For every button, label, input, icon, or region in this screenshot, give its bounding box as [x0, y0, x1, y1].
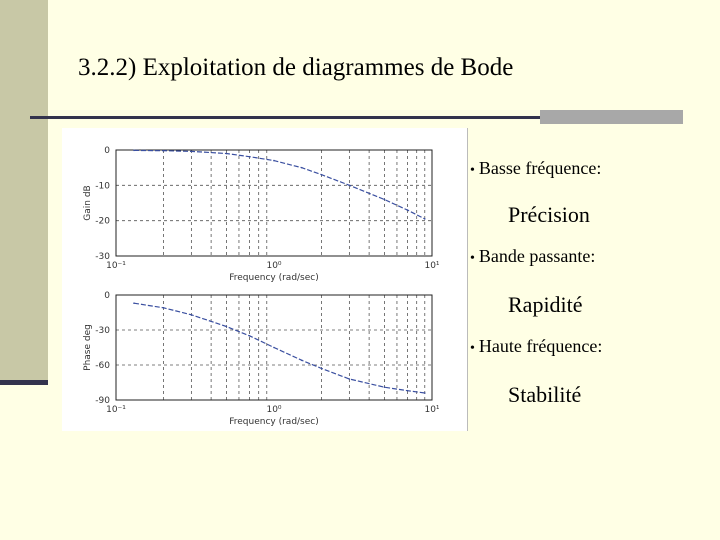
data-point — [273, 347, 275, 349]
series-line — [134, 303, 425, 393]
data-point — [163, 307, 165, 309]
x-tick-label: 10⁰ — [266, 261, 282, 271]
data-point — [133, 150, 135, 152]
y-axis-label: Gain dB — [83, 185, 93, 221]
y-tick-label: -90 — [95, 396, 110, 406]
slide-title: 3.2.2) Exploitation de diagrammes de Bode — [78, 54, 514, 81]
bullet-subtext: Rapidité — [508, 292, 583, 317]
bullet-subtext: Précision — [508, 202, 590, 227]
data-point — [249, 335, 251, 337]
bullet-item — [470, 158, 601, 179]
data-point — [407, 209, 409, 211]
data-point — [424, 392, 426, 394]
data-point — [301, 360, 303, 362]
bullet-dot: • — [470, 163, 475, 178]
x-tick-label: 10¹ — [424, 261, 440, 271]
bullet-subtext: Stabilité — [508, 382, 582, 407]
data-point — [384, 199, 386, 201]
data-point — [163, 150, 165, 152]
y-tick-label: -30 — [95, 252, 110, 262]
y-tick-label: 0 — [104, 146, 110, 156]
title-rule — [30, 116, 540, 119]
bullet-item — [470, 246, 595, 267]
bullet-dot: • — [470, 251, 475, 266]
y-tick-label: 0 — [104, 291, 110, 301]
x-tick-label: 10⁻¹ — [106, 261, 126, 271]
data-point — [191, 151, 193, 153]
data-point — [226, 153, 228, 155]
bullet-label: Haute fréquence: — [478, 336, 603, 356]
data-point — [384, 386, 386, 388]
y-tick-label: -20 — [95, 216, 110, 227]
data-point — [249, 156, 251, 158]
data-point — [226, 326, 228, 328]
y-tick-label: -60 — [95, 361, 110, 371]
data-point — [407, 390, 409, 392]
x-tick-label: 10⁰ — [266, 405, 282, 415]
bode-plots — [62, 128, 467, 431]
data-point — [301, 167, 303, 169]
x-axis-label: Frequency (rad/sec) — [229, 273, 319, 283]
bode-figure — [62, 128, 468, 431]
left-accent-bar — [0, 0, 48, 383]
title-rule-accent — [540, 110, 683, 124]
data-point — [191, 314, 193, 316]
data-point — [321, 368, 323, 370]
left-accent-line — [0, 380, 48, 385]
y-axis-label: Phase deg — [83, 324, 93, 371]
y-tick-label: -30 — [95, 326, 110, 336]
x-tick-label: 10¹ — [424, 405, 440, 415]
bullet-label: Bande passante: — [478, 246, 596, 266]
data-point — [273, 160, 275, 162]
y-tick-label: -10 — [95, 181, 110, 192]
bullet-dot: • — [470, 341, 475, 356]
data-point — [133, 302, 135, 304]
x-axis-label: Frequency (rad/sec) — [229, 417, 319, 427]
data-point — [321, 174, 323, 176]
x-tick-label: 10⁻¹ — [106, 405, 126, 415]
data-point — [424, 218, 426, 220]
data-point — [349, 378, 351, 380]
data-point — [349, 185, 351, 187]
bullet-item — [470, 336, 602, 357]
series-line — [134, 150, 425, 219]
bullet-label: Basse fréquence: — [478, 158, 602, 178]
